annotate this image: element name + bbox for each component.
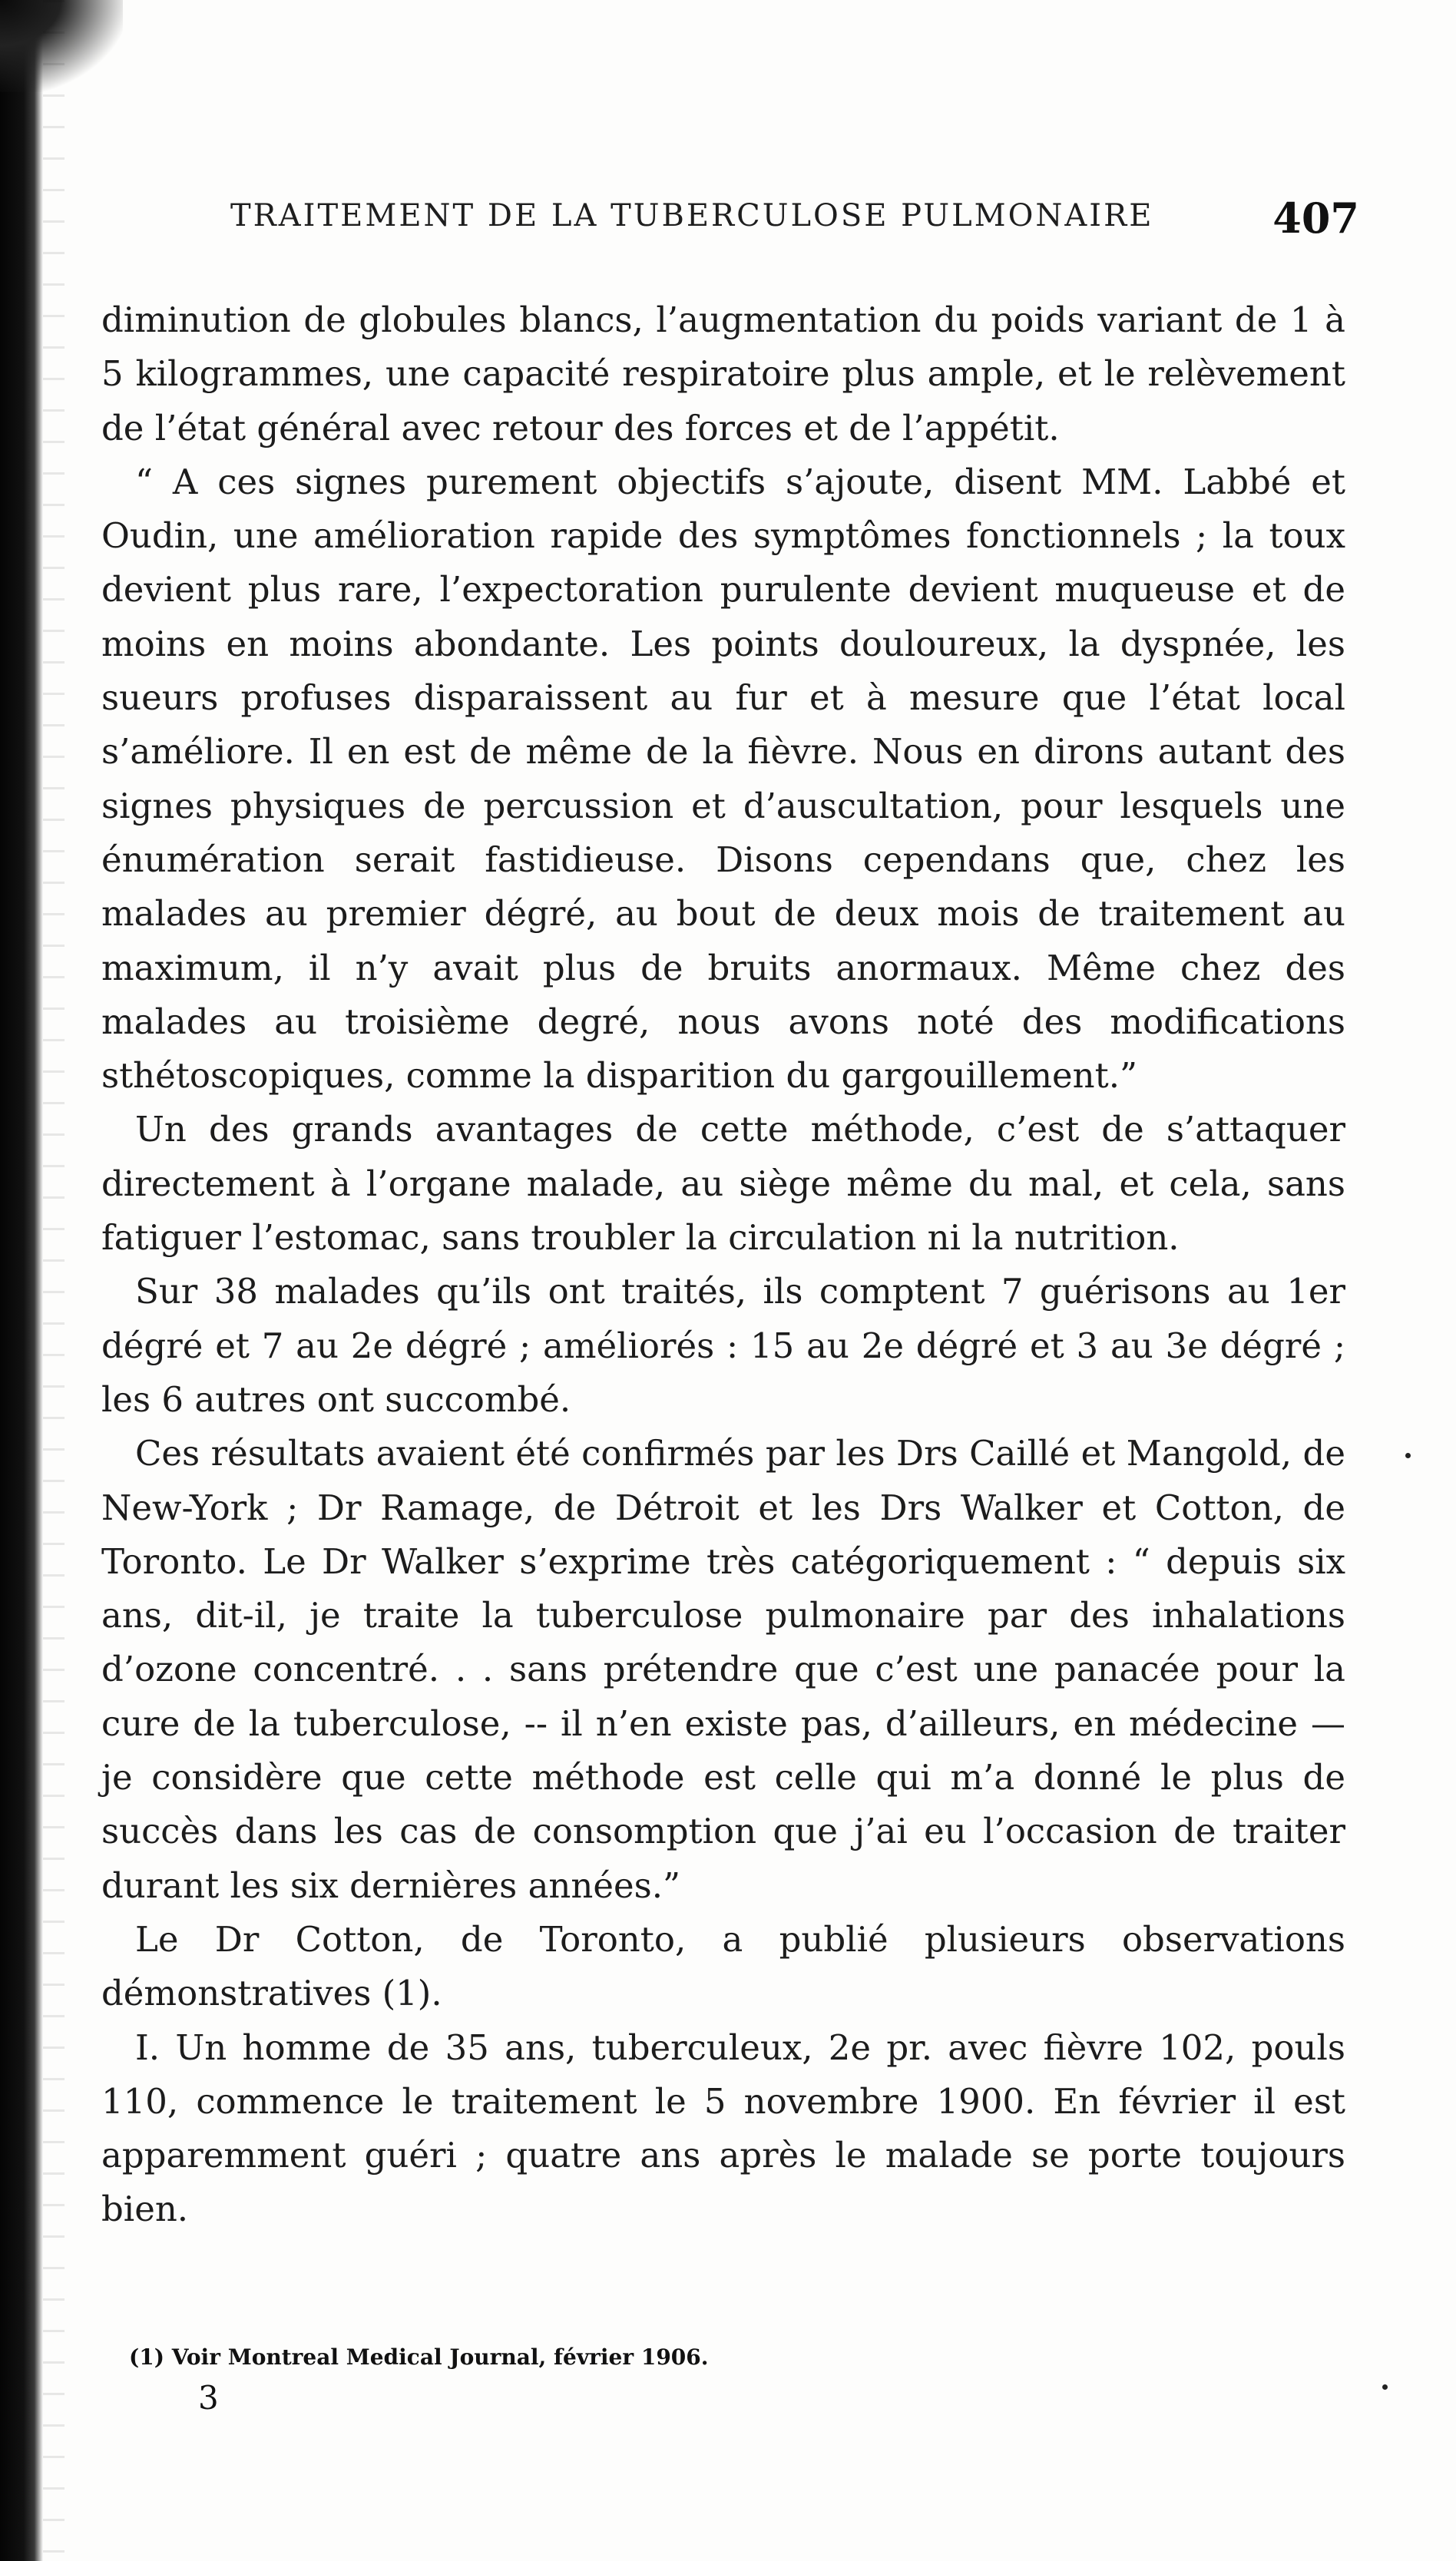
page-number: 407 (1272, 194, 1359, 243)
paragraph: I. Un homme de 35 ans, tuberculeux, 2e pr. avec fièvre 102, pouls 110, commence le traitement le 5 novembre 1900. En février il est apparemment guéri ; quatre ans après le malade se porte toujours bien. (101, 2027, 1345, 2230)
paragraph: Un des grands avantages de cette méthode, c’est de s’attaquer directement à l’organe malade, au siège même du mal, et cela, sans fatiguer l’estomac, sans troubler la circulation ni la nutrition. (101, 1109, 1345, 1259)
stray-mark (1382, 2384, 1388, 2390)
footnote: (1) Voir Montreal Medical Journal, février 1906. (129, 2344, 709, 2370)
paragraph: Ces résultats avaient été confirmés par les Drs Caillé et Mangold, de New-York ; Dr Ramage, de Détroit et les Drs Walker et Cotton, de Toronto. Le Dr Walker s’exprime très catégoriquement : “ depuis six ans, dit-il, je traite la tuberculose pulmonaire par des inhalations d’ozone concentré. . . sans prétendre que c’est une panacée pour la cure de la tuberculose, -- il n’en existe pas, d’ailleurs, en médecine — je considère que cette méthode est celle qui m’a donné le plus de succès dans les cas de consomption que j’ai eu l’occasion de traiter durant les six dernières années.” (101, 1433, 1345, 1906)
paragraph: Le Dr Cotton, de Toronto, a publié plusieurs observations démonstratives (1). (101, 1918, 1345, 2014)
binding-shadow (43, 0, 65, 2561)
paragraph: diminution de globules blancs, l’augmentation du poids variant de 1 à 5 kilogrammes, une capacité respiratoire plus ample, et le relèvement de l’état général avec retour des forces et de l’appétit. (101, 299, 1345, 448)
signature-mark: 3 (198, 2379, 219, 2417)
running-head: TRAITEMENT DE LA TUBERCULOSE PULMONAIRE (230, 198, 1154, 233)
paragraph: Sur 38 malades qu’ils ont traités, ils comptent 7 guérisons au 1er dégré et 7 au 2e dégré ; améliorés : 15 au 2e dégré et 3 au 3e dégré ; les 6 autres ont succombé. (101, 1271, 1345, 1420)
binding-edge (0, 0, 43, 2561)
stray-mark (1405, 1453, 1411, 1458)
body-text (101, 293, 1345, 2237)
paragraph: “ A ces signes purement objectifs s’ajoute, disent MM. Labbé et Oudin, une amélioration rapide des symptômes fonctionnels ; la toux devient plus rare, l’expectoration purulente devient muqueuse et de moins en moins abondante. Les points douloureux, la dyspnée, les sueurs profuses disparaissent au fur et à mesure que l’état local s’améliore. Il en est de même de la fièvre. Nous en dirons autant des signes physiques de percussion et d’auscultation, pour lesquels une énumération serait fastidieuse. Disons cependans que, chez les malades au premier dégré, au bout de deux mois de traitement au maximum, il n’y avait plus de bruits anormaux. Même chez des malades au troisième degré, nous avons noté des modifications sthétoscopiques, comme la disparition du gargouillement.” (101, 461, 1345, 1097)
